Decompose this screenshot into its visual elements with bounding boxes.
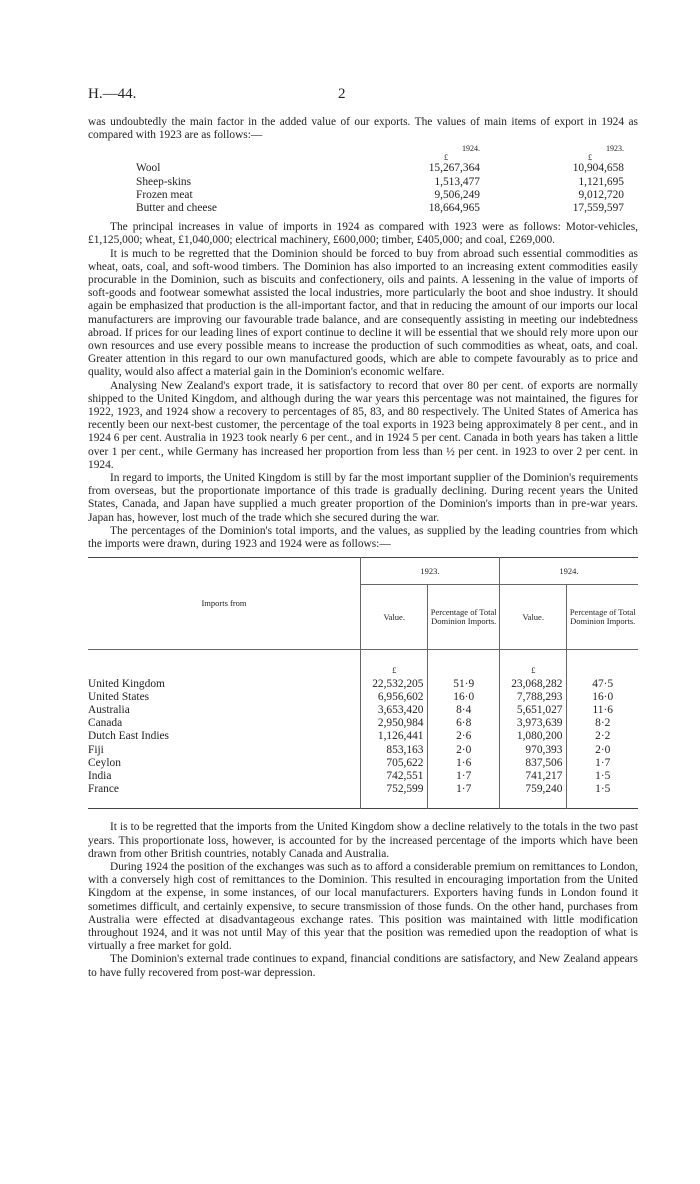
value-1923: 1,126,441 [360, 730, 427, 743]
value-1924: 7,788,293 [499, 691, 566, 704]
percentage-header: Percentage of Total Dominion Imports. [428, 585, 500, 650]
value-1924: 759,240 [499, 783, 566, 809]
table-row [88, 744, 638, 757]
page-number: 2 [338, 86, 346, 102]
value-1924: 3,973,639 [499, 717, 566, 730]
document-body [88, 116, 638, 980]
paragraph-7: It is to be regretted that the imports from the United Kingdom show a decline relatively to the totals in the two past years. This proportionate loss, however, is accounted for by the increased percentage of the imports which have been drawn from other British countries, notably Canada and Australia. [88, 821, 638, 860]
export-value-1923: 1,121,695 [578, 175, 624, 188]
percentage-1923: 2·0 [428, 744, 500, 757]
exports-table [136, 144, 624, 215]
percentage-1923: 8·4 [428, 704, 500, 717]
exports-year-1924: 1924. [462, 144, 480, 154]
export-item: Wool [136, 162, 161, 175]
export-value-1924: 9,506,249 [434, 188, 480, 201]
value-1923: 6,956,602 [360, 691, 427, 704]
value-1924: 1,080,200 [499, 730, 566, 743]
percentage-1924: 2·0 [567, 744, 638, 757]
percentage-1923: 51·9 [428, 678, 500, 691]
country-name: Canada [88, 717, 123, 730]
export-value-1923: 9,012,720 [578, 188, 624, 201]
percentage-1924: 1·5 [567, 770, 638, 783]
percentage-1923: 1·6 [428, 757, 500, 770]
percentage-1924: 1·5 [567, 783, 638, 809]
percentage-1923: 1·7 [428, 770, 500, 783]
value-1923: 22,532,205 [360, 678, 427, 691]
value-1923: 705,622 [360, 757, 427, 770]
value-1923: 853,163 [360, 744, 427, 757]
country-name: India [88, 769, 112, 782]
percentage-1923: 2·6 [428, 730, 500, 743]
currency-symbol: £ [360, 650, 427, 678]
percentage-1924: 1·7 [567, 757, 638, 770]
percentage-header: Percentage of Total Dominion Imports. [567, 585, 638, 650]
country-name: Dutch East Indies [88, 730, 169, 743]
currency-symbol: £ [588, 153, 592, 163]
percentage-1923: 6·8 [428, 717, 500, 730]
export-item: Butter and cheese [136, 202, 217, 215]
percentage-1923: 16·0 [428, 691, 500, 704]
table-row [88, 717, 638, 730]
paragraph-2: The principal increases in value of imports in 1924 as compared with 1923 were as follows: Motor-vehicles, £1,125,000; wheat, £1,040,000; electrical machinery, £600,000; timber, £405,000; and coal, £269,000. [88, 221, 638, 247]
percentage-1924: 16·0 [567, 691, 638, 704]
table-row [88, 691, 638, 704]
paragraph-3: It is much to be regretted that the Dominion should be forced to buy from abroad such essential commodities as wheat, oats, coal, and soft-wood timbers. The Dominion has also imported to an increasing extent commodities easily procurable in the Dominion, such as biscuits and confectionery, oils and paints. A lessening in the value of imports of soft-goods and footwear somewhat assisted the local industries, more particularly the boot and shoe industry. It should again be emphasized that production is the all-important factor, and that in reducing the amount of our imports our local manufacturers are improving our favourable trade balance, and are consequently assisting in meeting our indebtedness abroad. If prices for our leading lines of export continue to decline it will be essential that we should rely more upon our own resources and use every possible means to increase the production of such commodities as wheat, oats, and coal. Greater attention in this regard to our own manufactured goods, which are able to compete favourably as to price and quality, would also affect a material gain in the Dominion's economic welfare. [88, 247, 638, 379]
table-row [88, 783, 638, 809]
export-item: Sheep-skins [136, 175, 192, 188]
table-row [136, 162, 624, 175]
value-header: Value. [360, 585, 427, 650]
table-row [136, 202, 624, 215]
country-name: Australia [88, 703, 130, 716]
value-1924: 837,506 [499, 757, 566, 770]
country-name: Fiji [88, 743, 104, 756]
export-item: Frozen meat [136, 188, 193, 201]
table-row [136, 189, 624, 202]
percentage-1924: 8·2 [567, 717, 638, 730]
paragraph-6: The percentages of the Dominion's total imports, and the values, as supplied by the leading countries from which the imports were drawn, during 1923 and 1924 were as follows:— [88, 524, 638, 551]
value-1924: 970,393 [499, 744, 566, 757]
value-1924: 741,217 [499, 770, 566, 783]
year-1923-header: 1923. [360, 558, 499, 585]
currency-symbol: £ [444, 153, 448, 163]
export-value-1923: 10,904,658 [572, 162, 624, 175]
export-value-1924: 15,267,364 [428, 162, 480, 175]
exports-year-1923: 1923. [606, 144, 624, 154]
table-row [88, 757, 638, 770]
country-name: France [88, 783, 119, 796]
paragraph-9: The Dominion's external trade continues to expand, financial conditions are satisfactory, and New Zealand appears to have fully recovered from post-war depression. [88, 953, 638, 979]
page-header [88, 86, 612, 104]
percentage-1924: 47·5 [567, 678, 638, 691]
table-row [88, 730, 638, 743]
export-value-1924: 18,664,965 [428, 202, 480, 215]
export-value-1923: 17,559,597 [572, 202, 624, 215]
percentage-1924: 11·6 [567, 704, 638, 717]
country-name: Ceylon [88, 756, 121, 769]
value-1923: 3,653,420 [360, 704, 427, 717]
paragraph-1: was undoubtedly the main factor in the added value of our exports. The values of main items of export in 1924 as compared with 1923 are as follows:— [88, 116, 638, 142]
value-1923: 752,599 [360, 783, 427, 809]
currency-symbol: £ [499, 650, 566, 678]
table-row [88, 678, 638, 691]
value-1924: 23,068,282 [499, 678, 566, 691]
paragraph-4: Analysing New Zealand's export trade, it is satisfactory to record that over 80 per cent. of exports are normally shipped to the United Kingdom, and although during the war years this percentage was not maintained, the figures for 1922, 1923, and 1924 show a recovery to percentages of 85, 83, and 80 respectively. The United States of America has recently been our next-best customer, the percentage of the toal exports in 1923 being approximately 8 per cent., and in 1924 6 per cent. Australia in 1923 took nearly 6 per cent., and in 1924 5 per cent. Canada in both years has taken a little over 1 per cent., while Germany has increased her proportion from less than ½ per cent. in 1923 to over 2 per cent. in 1924. [88, 379, 638, 471]
percentage-1924: 2·2 [567, 730, 638, 743]
paragraph-8: During 1924 the position of the exchanges was such as to afford a considerable premium on remittances to London, with a conversely high cost of remittances to the Dominion. This resulted in encouraging importation from the United Kingdom at the expense, in some instances, of our local manufacturers. Exporters having funds in London found it sometimes difficult, and certainly expensive, to secure transmission of those funds. On the other hand, purchases from Australia were effected at disadvantageous exchange rates. This position was maintained with little modification throughout 1924, and it was not until May of this year that the position was remedied upon the readoption of what is virtually a free market for gold. [88, 860, 638, 953]
export-value-1924: 1,513,477 [434, 175, 480, 188]
table-row [88, 704, 638, 717]
paragraph-5: In regard to imports, the United Kingdom is still by far the most important supplier of the Dominion's requirements from overseas, but the proportionate importance of this trade is gradually declining. During recent years the United States, Canada, and Japan have supplied a much greater proportion of the Dominion's imports than in pre-war years. Japan has, however, lost much of the trade which she secured during the war. [88, 472, 638, 524]
imports-from-header: Imports from [88, 558, 360, 650]
value-1923: 742,551 [360, 770, 427, 783]
value-1924: 5,651,027 [499, 704, 566, 717]
document-code: H.—44. [88, 86, 137, 102]
country-name: United Kingdom [88, 677, 165, 690]
table-row [136, 176, 624, 189]
table-row [88, 770, 638, 783]
percentage-1923: 1·7 [428, 783, 500, 809]
value-1923: 2,950,984 [360, 717, 427, 730]
country-name: United States [88, 690, 150, 703]
value-header: Value. [499, 585, 566, 650]
year-1924-header: 1924. [499, 558, 638, 585]
imports-table [88, 557, 638, 809]
